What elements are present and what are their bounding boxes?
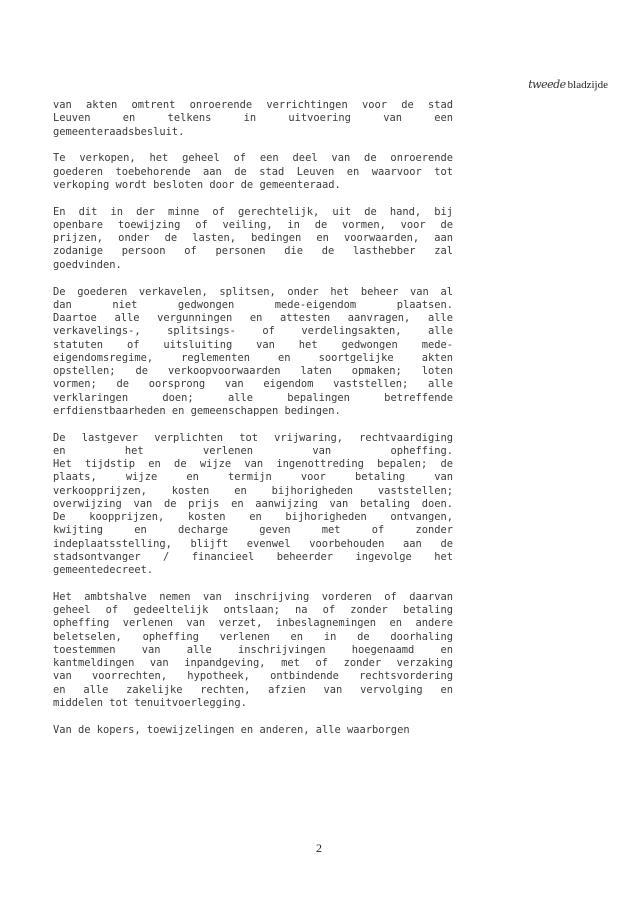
text-line: van voorrechten, hypotheek, ontbindende rechtsvordering xyxy=(53,670,453,683)
text-line: beletselen, opheffing verlenen en in de doorhaling xyxy=(53,630,453,643)
paragraph xyxy=(53,724,453,737)
text-line: En dit in der minne of gerechtelijk, uit de hand, bij xyxy=(53,205,453,218)
text-line: De koopprijzen, kosten en bijhorigheden ontvangen, xyxy=(53,511,453,524)
text-line: toestemmen van alle inschrijvingen hoegenaamd en xyxy=(53,643,453,656)
text-line: openbare toewijzing of veiling, in de vormen, voor de xyxy=(53,218,453,231)
paragraph xyxy=(53,206,453,272)
text-line: middelen tot tenuitvoerlegging. xyxy=(53,696,247,709)
text-line: opstellen; de verkoopvoorwaarden laten opmaken; loten xyxy=(53,365,453,378)
text-line: eigendomsregime, reglementen en soortgelijke akten xyxy=(53,351,453,364)
text-line: statuten of uitsluiting van het gedwongen mede- xyxy=(53,338,453,351)
text-line: Het tijdstip en de wijze van ingenottreding bepalen; de xyxy=(53,458,453,471)
header-label: bladzijde xyxy=(567,78,608,91)
text-line: indeplaatsstelling, blijft evenwel voorbehouden aan de xyxy=(53,537,453,550)
page-header xyxy=(528,78,608,91)
text-line: verklaringen doen; alle bepalingen betreffende xyxy=(53,391,453,404)
text-line: De goederen verkavelen, splitsen, onder het beheer van al xyxy=(53,285,453,298)
handwritten-annotation xyxy=(528,78,565,91)
text-line: opheffing verlenen van verzet, inbeslagnemingen en andere xyxy=(53,617,453,630)
handwritten-word: tweede xyxy=(528,78,566,91)
text-line: dan niet gedwongen mede-eigendom plaatsen. xyxy=(53,298,453,311)
text-line: erfdienstbaarheden en gemeenschappen bedingen. xyxy=(53,404,341,417)
text-line: zodanige persoon of personen die de lasthebber zal xyxy=(53,245,453,258)
text-line: verkoopprijzen, kosten en bijhorigheden vaststellen; xyxy=(53,484,453,497)
text-line: vormen; de oorsprong van eigendom vaststellen; alle xyxy=(53,378,453,391)
text-line: De lastgever verplichten tot vrijwaring, rechtvaardiging xyxy=(53,431,453,444)
text-line: kwijting en decharge geven met of zonder xyxy=(53,524,453,537)
page-number: 2 xyxy=(316,841,322,855)
text-line: en het verlenen van opheffing. xyxy=(53,444,453,457)
text-line: gemeenteraadsbesluit. xyxy=(53,125,185,138)
text-line: Daartoe alle vergunningen en attesten aanvragen, alle xyxy=(53,312,453,325)
text-line: Te verkopen, het geheel of een deel van de onroerende xyxy=(53,152,453,165)
text-line: stadsontvanger / financieel beheerder ingevolge het xyxy=(53,550,453,563)
paragraph xyxy=(53,286,453,419)
paragraph xyxy=(53,432,453,578)
text-line: Leuven en telkens in uitvoering van een xyxy=(53,112,453,125)
text-line: goederen toebehorende aan de stad Leuven en waarvoor tot xyxy=(53,165,453,178)
text-line: goedvinden. xyxy=(53,258,122,271)
text-line: prijzen, onder de lasten, bedingen en voorwaarden, aan xyxy=(53,232,453,245)
text-line: verkavelings-, splitsings- of verdelingsakten, alle xyxy=(53,325,453,338)
text-line: en alle zakelijke rechten, afzien van vervolging en xyxy=(53,683,453,696)
document-body xyxy=(53,99,453,751)
paragraph xyxy=(53,591,453,710)
paragraph xyxy=(53,152,453,192)
text-line: overwijzing van de prijs en aanwijzing van betaling doen. xyxy=(53,497,453,510)
text-line: Van de kopers, toewijzelingen en anderen, alle waarborgen xyxy=(53,723,410,736)
text-line: Het ambtshalve nemen van inschrijving vorderen of daarvan xyxy=(53,590,453,603)
text-line: geheel of gedeeltelijk ontslaan; na of zonder betaling xyxy=(53,604,453,617)
text-line: gemeentedecreet. xyxy=(53,564,154,577)
paragraph xyxy=(53,99,453,139)
text-line: plaats, wijze en termijn voor betaling van xyxy=(53,471,453,484)
text-line: van akten omtrent onroerende verrichtingen voor de stad xyxy=(53,99,453,111)
text-line: kantmeldingen van inpandgeving, met of zonder verzaking xyxy=(53,657,453,670)
text-line: verkoping wordt besloten door de gemeenteraad. xyxy=(53,178,341,191)
